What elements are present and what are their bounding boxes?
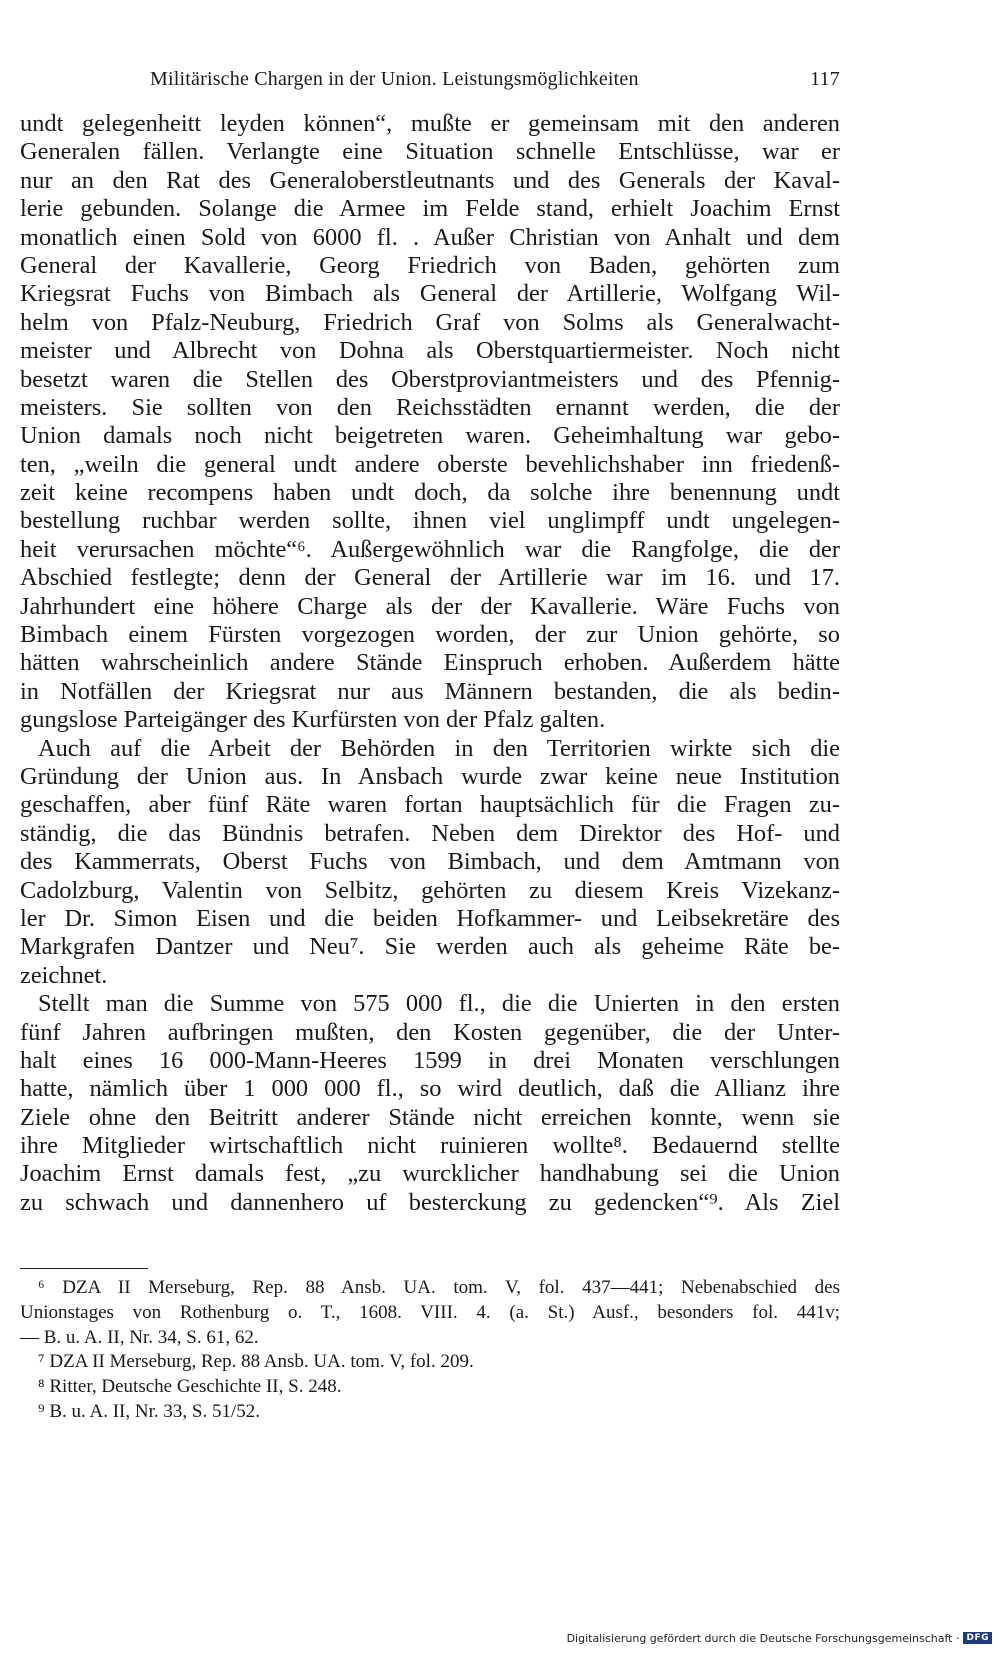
text-line: geschaffen, aber fünf Räte waren fortan hauptsächlich für die Fragen zu- (20, 791, 840, 819)
text-line: undt gelegenheitt leyden können“, mußte er gemeinsam mit den anderen (20, 110, 840, 137)
text-line: Ziele ohne den Beitritt anderer Stände nicht erreichen konnte, wenn sie (20, 1103, 840, 1131)
text-line: meister und Albrecht von Dohna als Oberstquartiermeister. Noch nicht (20, 337, 840, 365)
text-line: ler Dr. Simon Eisen und die beiden Hofkammer- und Leibsekretäre des (20, 904, 840, 932)
running-title: Militärische Chargen in der Union. Leistungsmöglichkeiten (150, 68, 639, 90)
text-line: ihre Mitglieder wirtschaftlich nicht ruinieren wollte⁸. Bedauernd stellte (20, 1132, 840, 1160)
text-line: Joachim Ernst damals fest, „zu wurcklicher handhabung sei die Union (20, 1160, 840, 1188)
body-text (20, 110, 840, 1217)
text-line: hatte, nämlich über 1 000 000 fl., so wird deutlich, daß die Allianz ihre (20, 1075, 840, 1103)
text-line: zeichnet. (20, 961, 108, 989)
text-line: ständig, die das Bündnis betrafen. Neben dem Direktor des Hof- und (20, 819, 840, 847)
footnote-line: ⁹ B. u. A. II, Nr. 33, S. 51/52. (38, 1400, 260, 1422)
text-line: Gründung der Union aus. In Ansbach wurde zwar keine neue Institution (20, 762, 840, 790)
text-line: in Notfällen der Kriegsrat nur aus Männern bestanden, die als bedin- (20, 677, 840, 705)
credit-text: Digitalisierung gefördert durch die Deutsche Forschungsgemeinschaft · (566, 1631, 960, 1645)
page-number: 117 (810, 68, 840, 90)
text-line: bestellung ruchbar werden sollte, ihnen viel unglimpff undt ungelegen- (20, 507, 840, 535)
text-line: zu schwach und dannenhero uf besterckung zu gedencken“⁹. Als Ziel (20, 1188, 840, 1216)
footnotes (20, 1276, 840, 1425)
text-line: nur an den Rat des Generaloberstleutnants und des Generals der Kaval- (20, 166, 840, 194)
text-line: meisters. Sie sollten von den Reichsstädten ernannt werden, die der (20, 393, 840, 421)
text-line: Generalen fällen. Verlangte eine Situation schnelle Entschlüsse, war er (20, 138, 840, 166)
text-line: Bimbach einem Fürsten vorgezogen worden, der zur Union gehörte, so (20, 621, 840, 649)
running-header (150, 68, 840, 98)
text-line: Abschied festlegte; denn der General der Artillerie war im 16. und 17. (20, 564, 840, 592)
text-line: Union damals noch nicht beigetreten waren. Geheimhaltung war gebo- (20, 422, 840, 450)
footnote-line: ⁸ Ritter, Deutsche Geschichte II, S. 248. (38, 1376, 342, 1398)
text-line: Jahrhundert eine höhere Charge als der der Kavallerie. Wäre Fuchs von (20, 592, 840, 620)
text-line: hätten wahrscheinlich andere Stände Einspruch erhoben. Außerdem hätte (20, 649, 840, 677)
text-line: ten, „weiln die general undt andere oberste bevehlichshaber inn friedenß- (20, 450, 840, 478)
dfg-logo-icon: DFG (963, 1632, 992, 1644)
footnote-line: — B. u. A. II, Nr. 34, S. 61, 62. (20, 1326, 259, 1348)
text-line: gungslose Parteigänger des Kurfürsten von der Pfalz galten. (20, 706, 606, 734)
text-line: General der Kavallerie, Georg Friedrich von Baden, gehörten zum (20, 251, 840, 279)
text-line: halt eines 16 000-Mann-Heeres 1599 in drei Monaten verschlungen (20, 1046, 840, 1074)
text-line: lerie gebunden. Solange die Armee im Felde stand, erhielt Joachim Ernst (20, 195, 840, 223)
text-line: Markgrafen Dantzer und Neu⁷. Sie werden auch als geheime Räte be- (20, 933, 840, 961)
text-line: monatlich einen Sold von 6000 fl. . Außer Christian von Anhalt und dem (20, 223, 840, 251)
text-line: heit verursachen möchte“⁶. Außergewöhnlich war die Rangfolge, die der (20, 535, 840, 563)
footnote-line: ⁷ DZA II Merseburg, Rep. 88 Ansb. UA. tom. V, fol. 209. (38, 1351, 474, 1373)
text-line: zeit keine recompens haben undt doch, da solche ihre benennung undt (20, 479, 840, 507)
text-line: helm von Pfalz-Neuburg, Friedrich Graf von Solms als Generalwacht- (20, 308, 840, 336)
digitization-credit (567, 1629, 992, 1647)
footnote-line: ⁶ DZA II Merseburg, Rep. 88 Ansb. UA. tom. V, fol. 437—441; Nebenabschied des (38, 1277, 840, 1298)
text-line: Auch auf die Arbeit der Behörden in den Territorien wirkte sich die (38, 734, 840, 762)
text-line: Cadolzburg, Valentin von Selbitz, gehörten zu diesem Kreis Vizekanz- (20, 876, 840, 904)
text-line: besetzt waren die Stellen des Oberstproviantmeisters und des Pfennig- (20, 365, 840, 393)
text-line: fünf Jahren aufbringen mußten, den Kosten gegenüber, die der Unter- (20, 1018, 840, 1046)
text-line: Stellt man die Summe von 575 000 fl., die die Unierten in den ersten (38, 990, 840, 1018)
footnote-line: Unionstages von Rothenburg o. T., 1608. VIII. 4. (a. St.) Ausf., besonders fol. 441v; (20, 1301, 840, 1323)
text-line: Kriegsrat Fuchs von Bimbach als General der Artillerie, Wolfgang Wil- (20, 280, 840, 308)
footnote-divider (20, 1268, 148, 1269)
text-line: des Kammerrats, Oberst Fuchs von Bimbach, und dem Amtmann von (20, 848, 840, 876)
